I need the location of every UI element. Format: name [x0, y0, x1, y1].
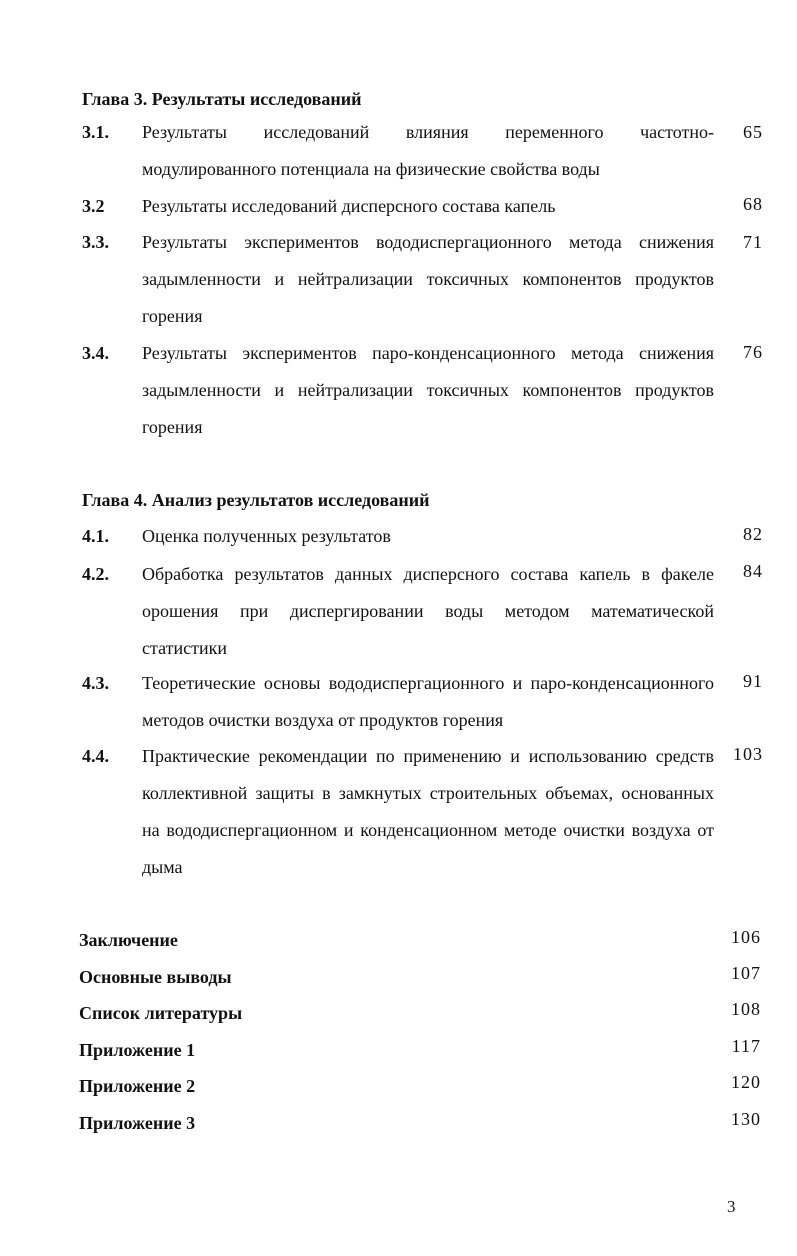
entry-page: 68 — [743, 194, 763, 214]
back-matter-title: Приложение 1 — [79, 1040, 196, 1060]
entry-text: Оценка полученных результатов — [142, 526, 391, 546]
entry-text: Обработка результатов данных дисперсного состава капель в факеле орошения при диспергировании воды методом математической статистики — [142, 564, 714, 658]
entry-number: 4.4. — [82, 746, 109, 766]
back-matter-title: Приложение 3 — [79, 1113, 196, 1133]
entry-number: 4.1. — [82, 526, 109, 546]
entry-page: 76 — [743, 342, 763, 362]
back-matter-title: Приложение 2 — [79, 1076, 196, 1096]
chapter-4-title: Глава 4. Анализ результатов исследований — [82, 490, 430, 510]
back-matter-page: 106 — [731, 927, 761, 947]
entry-page: 71 — [743, 232, 763, 252]
entry-page: 65 — [743, 122, 763, 142]
back-matter-page: 120 — [731, 1072, 761, 1092]
back-matter-page: 108 — [731, 999, 761, 1019]
entry-number: 3.4. — [82, 343, 109, 363]
page-number: 3 — [727, 1197, 736, 1216]
entry-page: 82 — [743, 524, 763, 544]
entry-page: 84 — [743, 561, 763, 581]
entry-number: 3.3. — [82, 232, 109, 252]
entry-number: 4.2. — [82, 564, 109, 584]
entry-text: Теоретические основы вододиспергационного и паро-конденсационного методов очистки воздуха от продуктов горения — [142, 673, 714, 730]
entry-text: Результаты экспериментов паро-конденсационного метода снижения задымленности и нейтрализации токсичных компонентов продуктов горения — [142, 343, 714, 437]
entry-number: 3.2 — [82, 196, 105, 216]
entry-text: Результаты экспериментов вододиспергационного метода снижения задымленности и нейтрализации токсичных компонентов продуктов горения — [142, 232, 714, 326]
back-matter-page: 130 — [731, 1109, 761, 1129]
entry-text: Результаты исследований влияния переменного частотно-модулированного потенциала на физические свойства воды — [142, 122, 714, 179]
back-matter-title: Список литературы — [79, 1003, 243, 1023]
back-matter-title: Основные выводы — [79, 967, 232, 987]
entry-text: Практические рекомендации по применению и использованию средств коллективной защиты в замкнутых строительных объемах, основанных на вододиспергационном и конденсационном методе очистки воздуха от дыма — [142, 746, 714, 877]
entry-text: Результаты исследований дисперсного состава капель — [142, 196, 556, 216]
back-matter-page: 117 — [731, 1036, 761, 1056]
entry-number: 4.3. — [82, 673, 109, 693]
entry-page: 91 — [743, 671, 763, 691]
back-matter-page: 107 — [731, 963, 761, 983]
back-matter-title: Заключение — [79, 930, 178, 950]
entry-page: 103 — [733, 744, 763, 764]
chapter-3-title: Глава 3. Результаты исследований — [82, 89, 362, 109]
entry-number: 3.1. — [82, 122, 109, 142]
